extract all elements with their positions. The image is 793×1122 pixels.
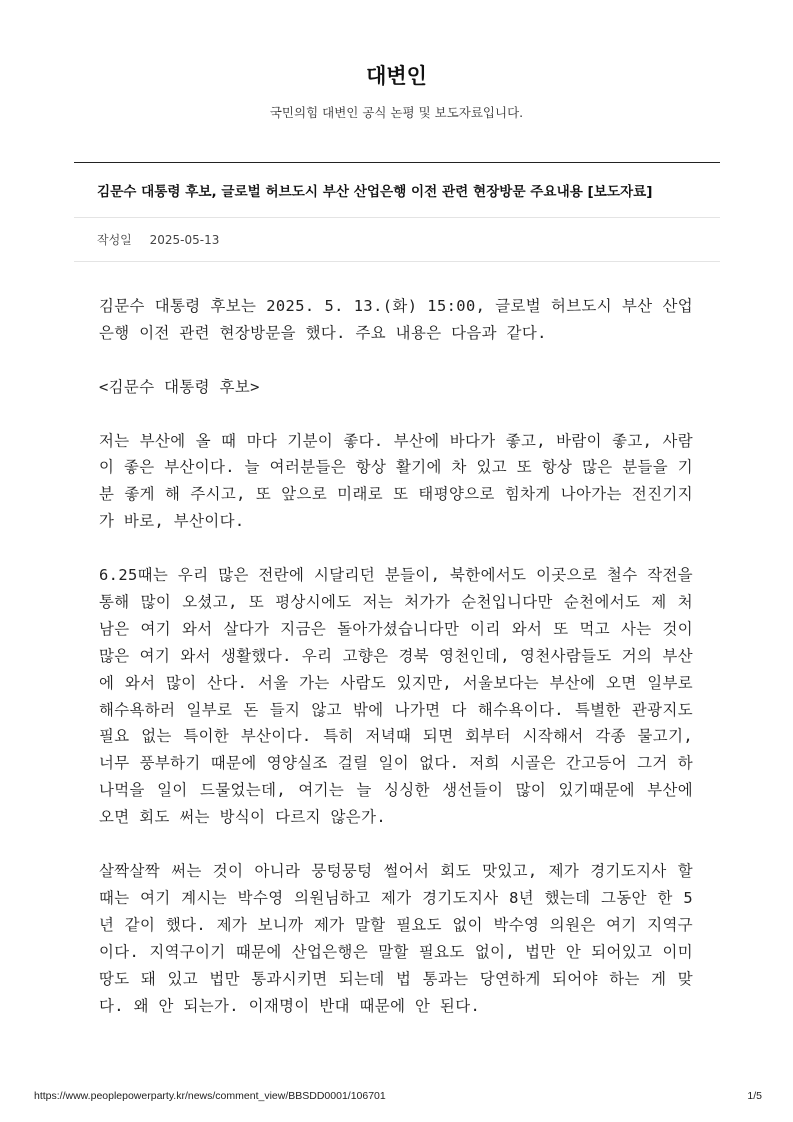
title-divider: [74, 217, 720, 218]
header-divider: [74, 162, 720, 163]
date-value: 2025-05-13: [149, 233, 220, 247]
paragraph: <김문수 대통령 후보>: [99, 377, 260, 396]
paragraph: 저는 부산에 올 때 마다 기분이 좋다. 부산에 바다가 좋고, 바람이 좋고, 사람이 좋은 부산이다. 늘 여러분들은 항상 활기에 차 있고 또 항상 많은 분들을 기분 좋게 해 주시고, 또 앞으로 미래로 또 태평양으로 힘차게 나아가는 전진기지가 바로, 부산이다.: [99, 431, 693, 531]
date-label: 작성일: [97, 233, 132, 247]
page-number: 1/5: [747, 1090, 762, 1102]
footer-url: https://www.peoplepowerparty.kr/news/comment_view/BBSDD0001/106701: [34, 1090, 386, 1102]
article-body: [99, 293, 693, 1046]
paragraph: 김문수 대통령 후보는 2025. 5. 13.(화) 15:00, 글로벌 허브도시 부산 산업은행 이전 관련 현장방문을 했다. 주요 내용은 다음과 같다.: [99, 297, 693, 342]
article-meta: [97, 231, 219, 248]
meta-divider: [74, 261, 720, 262]
article-title: 김문수 대통령 후보, 글로벌 허브도시 부산 산업은행 이전 관련 현장방문 주요내용 [보도자료]: [97, 184, 653, 200]
site-title: 대변인: [366, 64, 427, 88]
site-description: 국민의힘 대변인 공식 논평 및 보도자료입니다.: [269, 105, 524, 120]
paragraph: 6.25때는 우리 많은 전란에 시달리던 분들이, 북한에서도 이곳으로 철수 작전을 통해 많이 오셨고, 또 평상시에도 저는 처가가 순천입니다만 순천에서도 제 처남은 여기 와서 살다가 지금은 돌아가셨습니다만 이리 와서 또 먹고 사는 것이 많은 여기 와서 생활했다. 우리 고향은 경북 영천인데, 영천사람들도 거의 부산에 와서 많이 산다. 서울 가는 사람도 있지만, 서울보다는 부산에 오면 일부로 해수욕하러 일부로 돈 들지 않고 밖에 나가면 다 해수욕이다. 특별한 관광지도 필요 없는 특이한 부산이다. 특히 저녁때 되면 회부터 시작해서 각종 물고기, 너무 풍부하기 때문에 영양실조 걸릴 일이 없다. 저희 시골은 간고등어 그거 하나먹을 일이 드물었는데, 여기는 늘 싱싱한 생선들이 많이 있기때문에 부산에 오면 회도 써는 방식이 다르지 않은가.: [99, 566, 693, 827]
paragraph: 살짝살짝 써는 것이 아니라 뭉텅뭉텅 썰어서 회도 맛있고, 제가 경기도지사 할 때는 여기 계시는 박수영 의원님하고 제가 경기도지사 8년 했는데 그동안 한 5년 같이 했다. 제가 보니까 제가 말할 필요도 없이 박수영 의원은 여기 지역구이다. 지역구이기 때문에 산업은행은 말할 필요도 없이, 법만 안 되어있고 이미 땅도 돼 있고 법만 통과시키면 되는데 법 통과는 당연하게 되어야 하는 게 맞다. 왜 안 되는가. 이재명이 반대 때문에 안 된다.: [99, 861, 693, 1015]
